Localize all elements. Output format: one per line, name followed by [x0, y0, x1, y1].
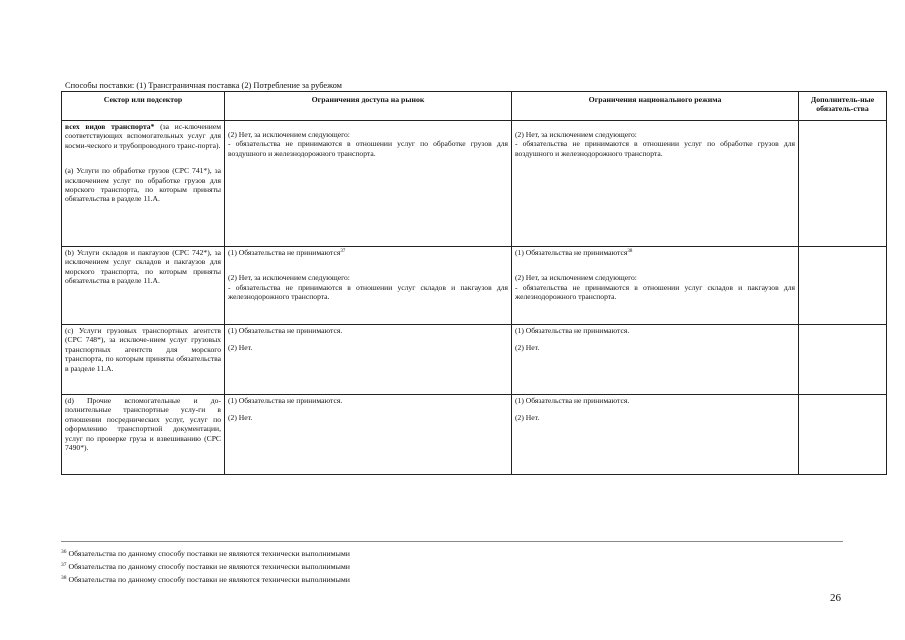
- market-access-cell: [225, 395, 512, 475]
- national-text: (2) Нет, за исключением следующего:: [515, 273, 637, 283]
- national-text: (1) Обязательства не принимаются.: [515, 396, 630, 405]
- table-row: [62, 325, 887, 395]
- footnote-text: Обязательства по данному способу поставки не являются технически выполнимыми: [66, 549, 350, 558]
- market-text: (2) Нет.: [228, 343, 253, 353]
- sector-cell: (b) Услуги складов и пакгаузов (CPC 742*), за исключением услуг складов и пакгаузов для морского транспорта, по которым приняты обязательства в разделе 11.А.: [62, 247, 225, 325]
- table-row: [62, 247, 887, 325]
- header-market-access: Ограничения доступа на рынок: [225, 92, 512, 121]
- sector-text: (за ис-ключением соответствующих вспомогательных услуг для косми-ческого и трубопроводного транс-порта).: [65, 122, 221, 150]
- footnote-separator: [61, 541, 843, 542]
- national-treatment-cell: [512, 395, 799, 475]
- footnote: [61, 562, 350, 571]
- national-text: (2) Нет.: [515, 343, 540, 353]
- sector-cell: (c) Услуги грузовых транспортных агентств (CPC 748*), за исключе-нием услуг грузовых транспортных агентств для морского транспорта, по которым приняты обязательства в разделе 11.А.: [62, 325, 225, 395]
- market-text: (1) Обязательства не принимаются.: [228, 326, 343, 335]
- market-access-cell: [225, 325, 512, 395]
- additional-cell: [799, 395, 887, 475]
- table-row: [62, 121, 887, 247]
- footnote-number: 37: [61, 562, 67, 568]
- footnote-ref[interactable]: 37: [340, 249, 346, 254]
- header-additional-commitments: Дополнитель-ные обязатель-ства: [799, 92, 887, 121]
- market-text: - обязательства не принимаются в отношении услуг по обработке грузов для воздушного и железнодорожного транспорта.: [228, 139, 508, 158]
- additional-cell: [799, 121, 887, 247]
- market-text: (1) Обязательства не принимаются: [228, 248, 341, 257]
- national-text: - обязательства не принимаются в отношении услуг по обработке грузов для воздушного и железнодорожного транспорта.: [515, 139, 795, 158]
- footnote-ref[interactable]: 38: [627, 249, 633, 254]
- national-text: (2) Нет.: [515, 413, 540, 423]
- commitments-table: [61, 91, 887, 475]
- footnote-text: Обязательства по данному способу поставки не являются технически выполнимыми: [66, 562, 350, 571]
- market-text: (2) Нет, за исключением следующего:: [228, 130, 350, 139]
- additional-cell: [799, 325, 887, 395]
- page-number: 26: [830, 592, 841, 604]
- sector-bold-text: всех видов транспорта*: [65, 122, 155, 131]
- footnote: [61, 575, 350, 584]
- market-text: (2) Нет, за исключением следующего:: [228, 273, 350, 283]
- table-header-row: [62, 92, 887, 121]
- sector-subitem: (a) Услуги по обработке грузов (CPC 741*), за исключением услуг по обработке грузов для морского транспорта, по которым приняты обязательства в разделе 11.А.: [65, 166, 221, 204]
- sector-cell: (d) Прочие вспомогательные и до-полнительные транспортные услу-ги в отношении посреднических услуг, услуг по оформлению транспортной документации, услуг по проверке груза и взвешиванию (CPC 7490*).: [62, 395, 225, 475]
- footnote: [61, 549, 350, 558]
- market-text: (2) Нет.: [228, 413, 253, 423]
- market-access-cell: [225, 247, 512, 325]
- national-treatment-cell: [512, 247, 799, 325]
- market-access-cell: [225, 121, 512, 247]
- footnote-number: 36: [61, 549, 67, 555]
- sector-cell: [62, 121, 225, 247]
- header-national-treatment: Ограничения национального режима: [512, 92, 799, 121]
- footnote-text: Обязательства по данному способу поставки не являются технически выполнимыми: [66, 575, 350, 584]
- national-text: (2) Нет, за исключением следующего:: [515, 130, 637, 139]
- national-text: - обязательства не принимаются в отношении услуг складов и пакгаузов для железнодорожного транспорта.: [515, 282, 795, 302]
- national-treatment-cell: [512, 121, 799, 247]
- market-text: - обязательства не принимаются в отношении услуг складов и пакгаузов для железнодорожного транспорта.: [228, 282, 508, 302]
- additional-cell: [799, 247, 887, 325]
- header-sector: Сектор или подсектор: [62, 92, 225, 121]
- national-treatment-cell: [512, 325, 799, 395]
- national-text: (1) Обязательства не принимаются.: [515, 326, 630, 335]
- national-text: (1) Обязательства не принимаются: [515, 248, 628, 257]
- supply-modes-line: Способы поставки: (1) Трансграничная поставка (2) Потребление за рубежом: [65, 81, 342, 90]
- market-text: (1) Обязательства не принимаются.: [228, 396, 343, 405]
- footnote-number: 38: [61, 575, 67, 581]
- table-row: [62, 395, 887, 475]
